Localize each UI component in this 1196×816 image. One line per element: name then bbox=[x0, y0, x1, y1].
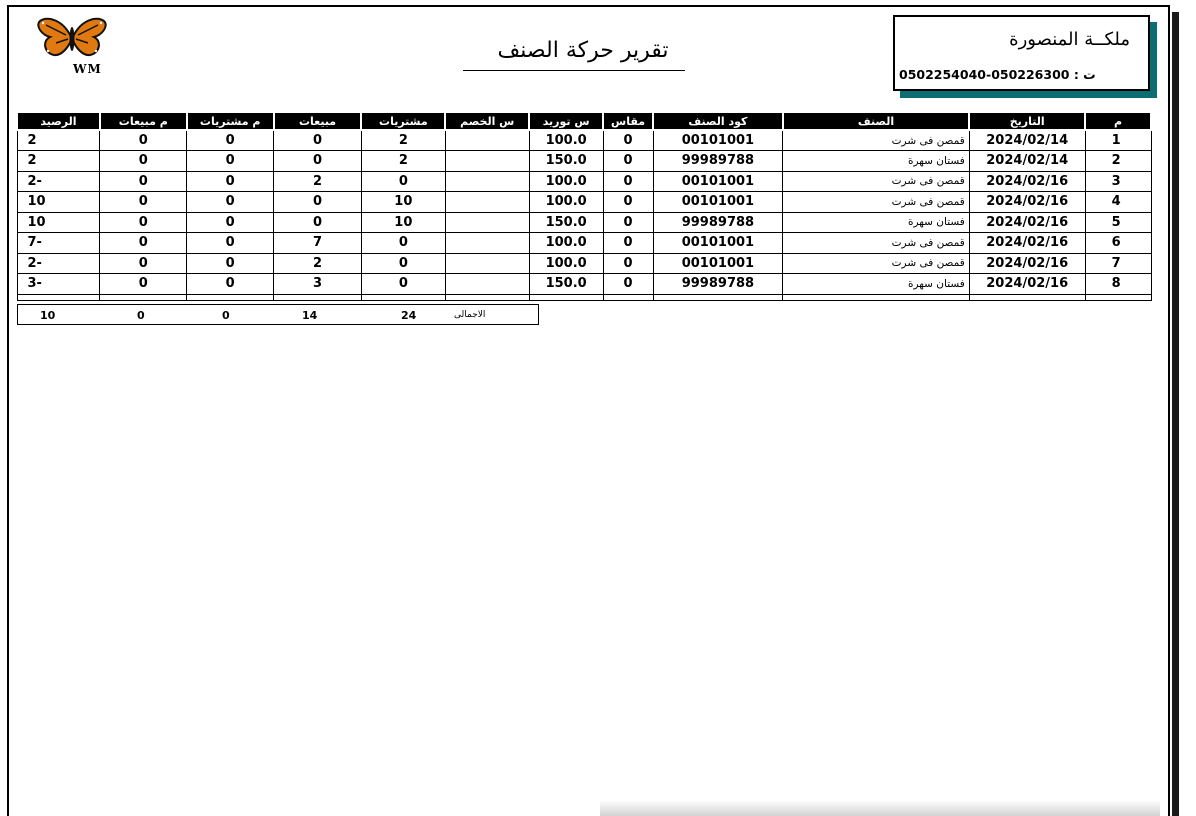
totals-bar bbox=[17, 304, 539, 325]
row-sales: 0 bbox=[274, 130, 362, 151]
row-purchases: 10 bbox=[361, 192, 445, 213]
row-supply-price: 150.0 bbox=[529, 151, 603, 172]
row-balance: 10 bbox=[17, 192, 100, 213]
row-size: 0 bbox=[603, 233, 653, 254]
row-item-name: قمصن فى شرت bbox=[783, 130, 969, 151]
column-header: م مبيعات bbox=[100, 112, 187, 130]
row-discount-price bbox=[445, 130, 529, 151]
row-balance: 2 bbox=[17, 130, 100, 151]
row-supply-price: 100.0 bbox=[529, 171, 603, 192]
company-phone: ت : 050226300-0502254040 bbox=[899, 67, 1096, 82]
empty-cell bbox=[17, 294, 100, 300]
table-row bbox=[17, 151, 1151, 172]
row-item-name: قمصن فى شرت bbox=[783, 192, 969, 213]
row-total-purchases: 0 bbox=[187, 130, 274, 151]
row-item-name: فستان سهرة bbox=[783, 212, 969, 233]
row-sales: 2 bbox=[274, 253, 362, 274]
row-item-code: 99989788 bbox=[653, 151, 783, 172]
butterfly-icon bbox=[36, 17, 108, 61]
row-total-purchases: 0 bbox=[187, 253, 274, 274]
row-date: 2024/02/16 bbox=[969, 274, 1085, 295]
row-index: 2 bbox=[1085, 151, 1151, 172]
row-size: 0 bbox=[603, 253, 653, 274]
row-total-sales: 0 bbox=[100, 253, 187, 274]
title-underline bbox=[463, 70, 685, 71]
row-index: 4 bbox=[1085, 192, 1151, 213]
row-item-code: 00101001 bbox=[653, 130, 783, 151]
row-total-sales: 0 bbox=[100, 233, 187, 254]
table-header-row bbox=[17, 112, 1151, 130]
table-row bbox=[17, 212, 1151, 233]
row-discount-price bbox=[445, 253, 529, 274]
row-total-sales: 0 bbox=[100, 151, 187, 172]
column-header: كود الصنف bbox=[653, 112, 783, 130]
row-size: 0 bbox=[603, 274, 653, 295]
row-balance: 2- bbox=[17, 171, 100, 192]
column-header: م مشتريات bbox=[187, 112, 274, 130]
row-total-sales: 0 bbox=[100, 274, 187, 295]
page-shadow bbox=[1172, 12, 1179, 816]
row-total-sales: 0 bbox=[100, 130, 187, 151]
row-item-code: 99989788 bbox=[653, 274, 783, 295]
totals-balance: 10 bbox=[40, 309, 56, 322]
row-supply-price: 100.0 bbox=[529, 253, 603, 274]
row-index: 3 bbox=[1085, 171, 1151, 192]
totals-purchases: 24 bbox=[401, 309, 417, 322]
row-balance: 10 bbox=[17, 212, 100, 233]
totals-label: الاجمالى bbox=[454, 310, 486, 320]
row-purchases: 10 bbox=[361, 212, 445, 233]
row-date: 2024/02/16 bbox=[969, 212, 1085, 233]
row-supply-price: 100.0 bbox=[529, 233, 603, 254]
totals-total-sales: 0 bbox=[137, 309, 145, 322]
row-total-purchases: 0 bbox=[187, 233, 274, 254]
row-total-purchases: 0 bbox=[187, 171, 274, 192]
row-date: 2024/02/16 bbox=[969, 171, 1085, 192]
empty-cell bbox=[529, 294, 603, 300]
row-item-name: قمصن فى شرت bbox=[783, 171, 969, 192]
row-date: 2024/02/14 bbox=[969, 130, 1085, 151]
table-body bbox=[17, 130, 1151, 300]
empty-cell bbox=[361, 294, 445, 300]
report-title: تقرير حركة الصنف bbox=[497, 38, 669, 63]
company-logo bbox=[33, 14, 143, 78]
row-item-name: فستان سهرة bbox=[783, 274, 969, 295]
row-balance: 2- bbox=[17, 253, 100, 274]
row-supply-price: 150.0 bbox=[529, 274, 603, 295]
row-purchases: 0 bbox=[361, 274, 445, 295]
row-item-code: 99989788 bbox=[653, 212, 783, 233]
row-sales: 0 bbox=[274, 192, 362, 213]
row-total-sales: 0 bbox=[100, 212, 187, 233]
row-size: 0 bbox=[603, 212, 653, 233]
row-total-purchases: 0 bbox=[187, 274, 274, 295]
row-supply-price: 150.0 bbox=[529, 212, 603, 233]
row-supply-price: 100.0 bbox=[529, 130, 603, 151]
row-index: 1 bbox=[1085, 130, 1151, 151]
row-balance: 2 bbox=[17, 151, 100, 172]
empty-cell bbox=[445, 294, 529, 300]
table-row bbox=[17, 171, 1151, 192]
item-movement-table bbox=[16, 111, 1152, 301]
row-total-sales: 0 bbox=[100, 192, 187, 213]
row-index: 5 bbox=[1085, 212, 1151, 233]
row-discount-price bbox=[445, 233, 529, 254]
page-bottom-shade bbox=[600, 800, 1160, 816]
column-header: س توريد bbox=[529, 112, 603, 130]
column-header: م bbox=[1085, 112, 1151, 130]
column-header: الرصيد bbox=[17, 112, 100, 130]
row-item-code: 00101001 bbox=[653, 233, 783, 254]
row-total-purchases: 0 bbox=[187, 212, 274, 233]
column-header: مقاس bbox=[603, 112, 653, 130]
row-item-name: قمصن فى شرت bbox=[783, 253, 969, 274]
row-balance: 3- bbox=[17, 274, 100, 295]
row-date: 2024/02/14 bbox=[969, 151, 1085, 172]
company-box bbox=[893, 15, 1150, 91]
row-item-code: 00101001 bbox=[653, 171, 783, 192]
row-size: 0 bbox=[603, 171, 653, 192]
row-date: 2024/02/16 bbox=[969, 192, 1085, 213]
row-sales: 0 bbox=[274, 212, 362, 233]
logo-text: WM bbox=[73, 62, 102, 76]
row-item-code: 00101001 bbox=[653, 253, 783, 274]
row-discount-price bbox=[445, 274, 529, 295]
column-header: مشتريات bbox=[361, 112, 445, 130]
row-purchases: 2 bbox=[361, 151, 445, 172]
empty-cell bbox=[187, 294, 274, 300]
row-purchases: 0 bbox=[361, 171, 445, 192]
totals-sales: 14 bbox=[302, 309, 318, 322]
empty-cell bbox=[274, 294, 362, 300]
column-header: مبيعات bbox=[274, 112, 362, 130]
table-row bbox=[17, 274, 1151, 295]
empty-cell bbox=[1085, 294, 1151, 300]
empty-cell bbox=[603, 294, 653, 300]
row-index: 8 bbox=[1085, 274, 1151, 295]
row-purchases: 0 bbox=[361, 233, 445, 254]
row-discount-price bbox=[445, 171, 529, 192]
row-total-purchases: 0 bbox=[187, 192, 274, 213]
row-sales: 7 bbox=[274, 233, 362, 254]
row-item-name: فستان سهرة bbox=[783, 151, 969, 172]
empty-cell bbox=[100, 294, 187, 300]
row-size: 0 bbox=[603, 151, 653, 172]
row-balance: 7- bbox=[17, 233, 100, 254]
column-header: س الخصم bbox=[445, 112, 529, 130]
empty-cell bbox=[653, 294, 783, 300]
row-date: 2024/02/16 bbox=[969, 233, 1085, 254]
empty-cell bbox=[969, 294, 1085, 300]
row-purchases: 0 bbox=[361, 253, 445, 274]
row-supply-price: 100.0 bbox=[529, 192, 603, 213]
row-size: 0 bbox=[603, 130, 653, 151]
row-sales: 0 bbox=[274, 151, 362, 172]
table-row-empty bbox=[17, 294, 1151, 300]
totals-total-purchases: 0 bbox=[222, 309, 230, 322]
column-header: الصنف bbox=[783, 112, 969, 130]
row-sales: 2 bbox=[274, 171, 362, 192]
row-index: 6 bbox=[1085, 233, 1151, 254]
table-row bbox=[17, 233, 1151, 254]
row-size: 0 bbox=[603, 192, 653, 213]
row-discount-price bbox=[445, 192, 529, 213]
row-purchases: 2 bbox=[361, 130, 445, 151]
row-index: 7 bbox=[1085, 253, 1151, 274]
table-row bbox=[17, 192, 1151, 213]
row-discount-price bbox=[445, 151, 529, 172]
column-header: التاريخ bbox=[969, 112, 1085, 130]
table-row bbox=[17, 130, 1151, 151]
row-sales: 3 bbox=[274, 274, 362, 295]
row-total-purchases: 0 bbox=[187, 151, 274, 172]
row-item-name: قمصن فى شرت bbox=[783, 233, 969, 254]
row-date: 2024/02/16 bbox=[969, 253, 1085, 274]
row-discount-price bbox=[445, 212, 529, 233]
row-total-sales: 0 bbox=[100, 171, 187, 192]
row-item-code: 00101001 bbox=[653, 192, 783, 213]
empty-cell bbox=[783, 294, 969, 300]
table-row bbox=[17, 253, 1151, 274]
company-name: ملكــة المنصورة bbox=[1009, 29, 1130, 50]
